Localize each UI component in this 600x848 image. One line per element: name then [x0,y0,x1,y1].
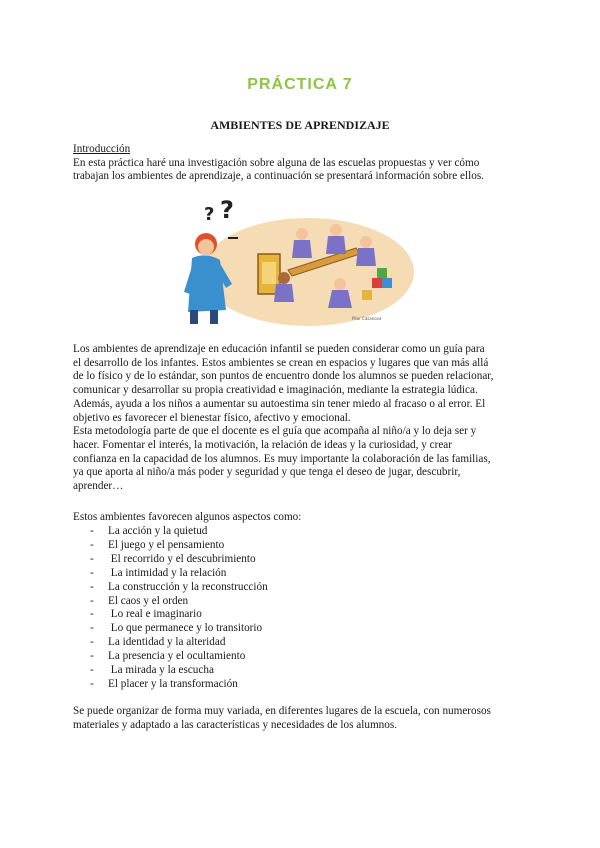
section-title: AMBIENTES DE APRENDIZAJE [210,118,390,132]
body-line: objetivo es favorecer el bienestar físico, afectivo y emocional. [73,411,351,424]
intro-line: trabajan los ambientes de aprendizaje, a continuación se presentará información sobre ellos. [73,170,484,183]
list-dash: - [90,677,94,690]
list-dash: - [90,650,94,663]
list-item [90,608,390,622]
list-item [90,678,390,692]
list-item-text: La acción y la quietud [108,525,208,537]
list-item [90,650,390,664]
list-dash: - [90,622,94,635]
list-dash: - [90,566,94,579]
question-mark-icon: ? [220,200,234,224]
list-item [90,636,390,650]
closing-section [73,705,533,732]
wooden-block-window [262,262,276,284]
classroom-children-teacher-illustration-icon [176,200,416,330]
list-item [90,525,390,539]
list-dash: - [90,580,94,593]
body-line: confianza en la capacidad de los alumnos. Es muy importante la colaboración de las familias, [73,452,491,465]
list-item-text: La intimidad y la relación [108,566,227,579]
list-item-text: La construcción y la reconstrucción [108,580,268,593]
list-dash: - [90,664,94,677]
toy-block [362,290,372,300]
list-item-text: La mirada y la escucha [108,664,214,677]
list-dash: - [90,552,94,565]
body-line: aprender… [73,480,124,493]
body-line: Además, ayuda a los niños a aumentar su autoestima sin tener miedo al fracaso o al error. El [73,397,486,410]
body-line: ya que aporta al niño/a más poder y seguridad y que tenga el deseo de jugar, descubrir, [73,466,461,479]
list-item-text: La identidad y la alteridad [108,636,226,649]
page-title: PRÁCTICA 7 [247,76,353,93]
toy-block [382,278,392,288]
list-item-text: Lo real e imaginario [108,608,202,621]
list-item-text: La presencia y el ocultamiento [108,650,246,663]
list-dash: - [90,608,94,621]
list-dash: - [90,636,94,649]
list-item [90,553,390,567]
body-line: de lo físico y de lo estándar, son puntos de encuentro donde los alumnos se pueden relacionar, [73,370,494,383]
toy-block [377,268,387,278]
body-section [73,343,533,494]
list-dash: - [90,594,94,607]
list-item [90,595,390,609]
list-item-text: El recorrido y el descubrimiento [108,552,256,565]
illustration-caption: Pilar Casanova [352,316,382,321]
body-line: el desarrollo de los infantes. Estos ambientes se crean en espacios y lugares que van más allá [73,356,489,369]
closing-line: materiales y adaptado a las características y necesidades de los alumnos. [73,718,397,731]
list-item [90,622,390,636]
list-dash: - [90,525,94,537]
intro-line: En esta práctica haré una investigación sobre alguna de las escuelas propuestas y ver cómo [73,156,480,169]
closing-line: Se puede organizar de forma muy variada, en diferentes lugares de la escuela, con numerosos [73,705,491,717]
body-line: Esta metodología parte de que el docente es el guía que acompaña al niño/a y lo deja ser y [73,425,477,438]
question-mark-icon: ? [204,204,215,225]
body-line: Los ambientes de aprendizaje en educación infantil se pueden considerar como un guía para [73,343,485,355]
list-dash: - [90,538,94,551]
list-item-text: El caos y el orden [108,594,189,607]
body-line: comunicar y desarrollar su propia creatividad e imaginación, mediante la estrategia lúdica. [73,384,478,397]
list-item [90,567,390,581]
list-item-text: El juego y el pensamiento [108,538,225,551]
aspects-intro: Estos ambientes favorecen algunos aspectos como: [73,511,302,523]
intro-section [73,143,533,184]
list-item [90,664,390,678]
toy-block [372,278,382,288]
body-line: hacer. Fomentar el interés, la motivación, la relación de ideas y la curiosidad, y crear [73,438,452,451]
list-item [90,581,390,595]
list-item-text: Lo que permanece y lo transitorio [108,622,263,635]
aspects-list [90,525,390,692]
list-item [90,539,390,553]
list-item-text: El placer y la transformación [108,677,238,690]
intro-heading: Introducción [73,143,131,155]
